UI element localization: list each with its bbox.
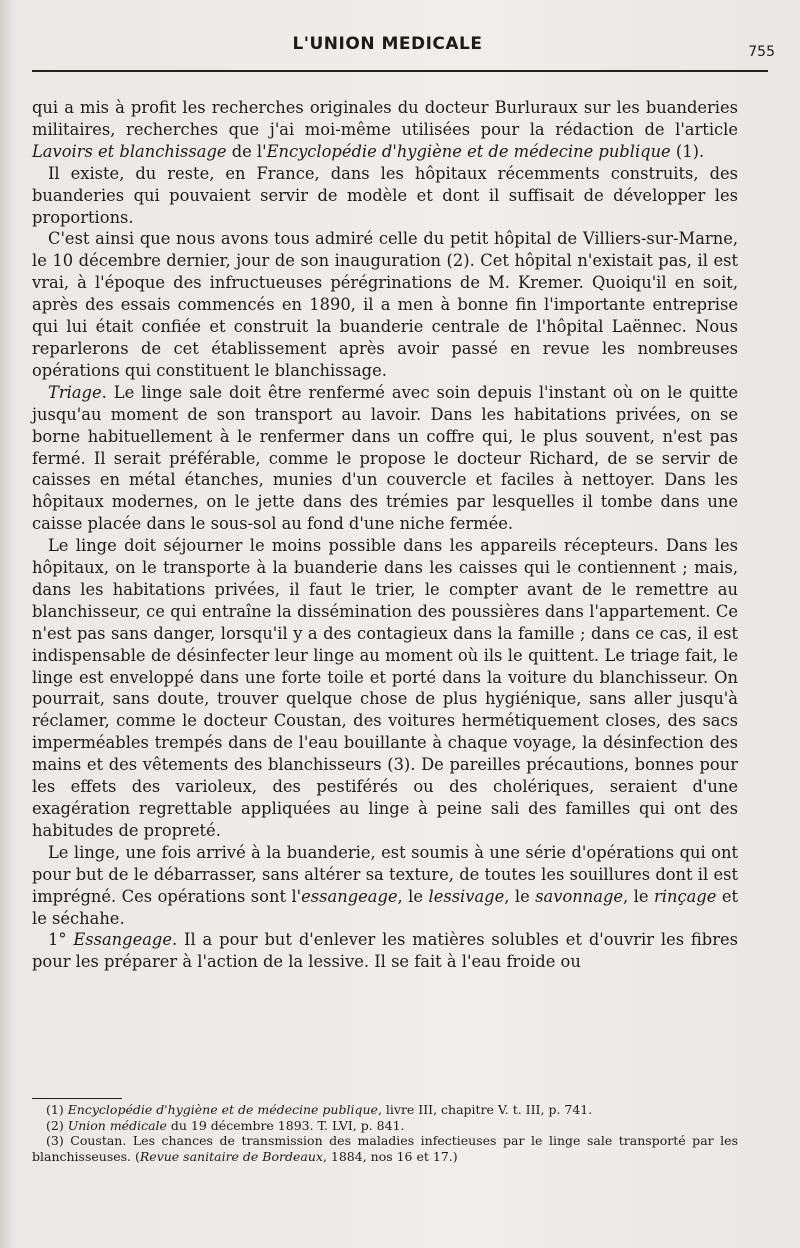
running-header (30, 30, 775, 66)
footnote: (1) Encyclopédie d'hygiène et de médecine publique, livre III, chapitre V. t. III, p. 741. (46, 1102, 593, 1117)
header-rule (32, 70, 768, 72)
footnotes (32, 1102, 738, 1164)
paragraph: Le linge doit séjourner le moins possible dans les appareils récepteurs. Dans les hôpitaux, on le transporte à la buanderie dans les caisses qui le contiennent ; mais, dans les habitations privées, il faut le trier, le compter avant de le remettre au blanchisseur, ce qui entraîne la dissémination des poussières dans l'appartement. Ce n'est pas sans danger, lorsqu'il y a des contagieux dans la famille ; dans ce cas, il est indispensable de désinfecter leur linge au moment où ils le quittent. Le triage fait, le linge est enveloppé dans une forte toile et porté dans la voiture du blanchisseur. On pourrait, sans doute, trouver quelque chose de plus hygiénique, sans aller jusqu'à réclamer, comme le docteur Coustan, des voitures hermétiquement closes, des sacs imperméables trempés dans de l'eau bouillante à chaque voyage, la désinfection des mains et des vêtements des blanchisseurs (3). De pareilles précautions, bonnes pour les effets des varioleux, des pestiférés ou des cholériques, seraient d'une exagération regrettable appliquées au linge à peine sali des familles qui ont des habitudes de propreté. (32, 536, 738, 840)
paragraph-triage: Triage. Le linge sale doit être renfermé avec soin depuis l'instant où on le quitte jusqu'au moment de son transport au lavoir. Dans les habitations privées, on se borne habituellement à le renfermer dans un coffre qui, le plus souvent, n'est pas fermé. Il serait préférable, comme le propose le docteur Richard, de se servir de caisses en métal étanches, munies d'un couvercle et faciles à nettoyer. Dans les hôpitaux modernes, on le jette dans des trémies par lesquelles il tombe dans une caisse placée dans le sous-sol au fond d'une niche fermée. (32, 382, 738, 534)
journal-title: L'UNION MEDICALE (292, 34, 483, 54)
footnote: (3) Coustan. Les chances de transmission des maladies infectieuses par le linge sale transporté par les blanchisseuses. (Revue sanitaire de Bordeaux, 1884, nos 16 et 17.) (32, 1133, 738, 1164)
article-body (32, 97, 738, 973)
paragraph-essangeage: 1° Essangeage. Il a pour but d'enlever les matières solubles et d'ouvrir les fibres pour les préparer à l'action de la lessive. Il se fait à l'eau froide ou (32, 930, 738, 972)
footnote: (2) Union médicale du 19 décembre 1893. T. LVI, p. 841. (46, 1117, 405, 1133)
paragraph: Il existe, du reste, en France, dans les hôpitaux récemments construits, des buanderies qui pouvaient servir de modèle et dont il suffisait de développer les proportions. (32, 163, 738, 227)
paragraph: Le linge, une fois arrivé à la buanderie, est soumis à une série d'opérations qui ont pour but de le débarrasser, sans altérer sa texture, de toutes les souillures dont il est imprégné. Ces opérations sont l'essangeage, le lessivage, le savonnage, le rinçage et le séchahe. (32, 842, 738, 928)
footnote-rule (32, 1098, 122, 1099)
paragraph: qui a mis à profit les recherches originales du docteur Burluraux sur les buanderies militaires, recherches que j'ai moi-même utilisées pour la rédaction de l'article Lavoirs et blanchissage de l'Encyclopédie d'hygiène et de médecine publique (1). (32, 98, 738, 161)
paragraph: C'est ainsi que nous avons tous admiré celle du petit hôpital de Villiers-sur-Marne, le 10 décembre dernier, jour de son inauguration (2). Cet hôpital n'existait pas, il est vrai, à l'époque des infructueuses pérégrinations de M. Kremer. Quoiqu'il en soit, après des essais commencés en 1890, il a men à bonne fin l'importante entreprise qui lui était confiée et construit la buanderie centrale de l'hôpital Laënnec. Nous reparlerons de cet établissement après avoir passé en revue les nombreuses opérations qui constituent le blanchissage. (32, 229, 738, 380)
page-number: 755 (748, 44, 775, 60)
